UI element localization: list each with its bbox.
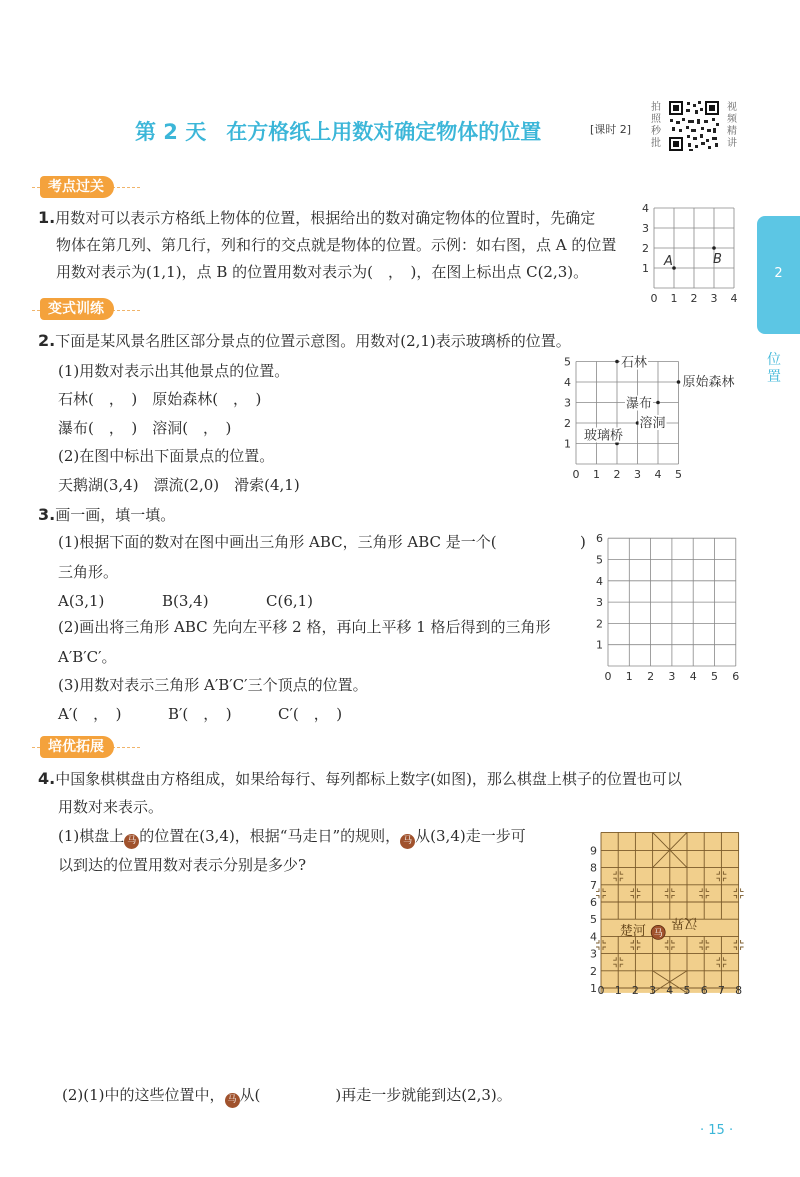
point-label: 瀑布 bbox=[626, 396, 653, 412]
y-tick-label: 1 bbox=[642, 262, 649, 275]
x-tick-label: 0 bbox=[572, 468, 580, 481]
y-tick-label: 5 bbox=[590, 913, 597, 927]
point-marker bbox=[615, 360, 619, 364]
horse-piece-char: 马 bbox=[653, 928, 663, 939]
y-tick-label: 2 bbox=[564, 417, 571, 430]
q3-grid-chart bbox=[590, 526, 750, 686]
x-tick-label: 3 bbox=[668, 670, 676, 683]
river-label-left: 楚河 bbox=[619, 924, 646, 940]
q1-line-1: 1.用数对可以表示方格纸上物体的位置，根据给出的数对确定物体的位置时，先确定 bbox=[38, 208, 596, 227]
q3-intro: 3.画一画，填一填。 bbox=[38, 505, 176, 524]
section-tag-bianshi: 变式训练 bbox=[40, 298, 114, 320]
point-label: A bbox=[664, 254, 673, 269]
x-tick-label: 5 bbox=[711, 670, 718, 683]
q4-part1b: 以到达的位置用数对表示分别是多少? bbox=[58, 856, 307, 874]
x-tick-label: 2 bbox=[690, 292, 698, 305]
x-tick-label: 0 bbox=[597, 984, 605, 997]
y-tick-label: 2 bbox=[642, 242, 649, 255]
q3-coord-b: B(3,4) bbox=[162, 592, 209, 610]
q4-line-1: 4.中国象棋棋盘由方格组成，如果给每行、每列都标上数字(如图)，那么棋盘上棋子的位置也可以 bbox=[38, 769, 682, 788]
y-tick-label: 2 bbox=[590, 964, 597, 978]
x-tick-label: 6 bbox=[732, 670, 740, 683]
x-tick-label: 1 bbox=[593, 468, 600, 481]
q3-part2a: (2)画出将三角形 ABC 先向左平移 2 格，再向上平移 1 格后得到的三角形 bbox=[58, 618, 551, 636]
q3-coord-a: A(3,1) bbox=[58, 592, 105, 610]
x-tick-label: 1 bbox=[625, 670, 633, 683]
x-tick-label: 4 bbox=[689, 670, 697, 683]
lesson-tag: [课时 2] bbox=[590, 123, 632, 136]
qr-caption-right: 视 频 精 讲 bbox=[727, 102, 737, 149]
x-tick-label: 3 bbox=[634, 468, 641, 481]
day-label: 第 2 天 bbox=[135, 120, 207, 144]
q2-spot-list: 天鹅湖(3,4) 漂流(2,0) 滑索(4,1) bbox=[58, 476, 300, 494]
y-tick-label: 9 bbox=[590, 844, 597, 858]
q3-part1b: 三角形。 bbox=[58, 563, 119, 581]
y-tick-label: 5 bbox=[596, 553, 603, 567]
point-marker bbox=[656, 401, 660, 405]
horse-piece-icon: 马 bbox=[225, 1093, 240, 1108]
river-label-right: 汉界 bbox=[671, 915, 698, 931]
y-tick-label: 2 bbox=[596, 617, 603, 631]
y-tick-label: 5 bbox=[564, 355, 571, 369]
x-tick-label: 8 bbox=[735, 984, 743, 997]
q2-scenic-chart bbox=[560, 354, 750, 484]
x-tick-label: 5 bbox=[675, 468, 682, 481]
y-tick-label: 6 bbox=[596, 532, 603, 546]
chapter-label: 位 置 bbox=[767, 352, 781, 385]
qr-caption-left: 拍 照 秒 批 bbox=[651, 102, 661, 149]
point-label: B bbox=[713, 252, 722, 267]
q2-intro: 2.下面是某风景名胜区部分景点的位置示意图。用数对(2,1)表示玻璃桥的位置。 bbox=[38, 331, 571, 350]
y-tick-label: 4 bbox=[596, 574, 603, 588]
q4-line-2: 用数对来表示。 bbox=[58, 798, 164, 816]
section-tag-kaodian: 考点过关 bbox=[40, 176, 114, 198]
x-tick-label: 2 bbox=[613, 468, 621, 481]
y-tick-label: 7 bbox=[590, 878, 597, 892]
y-tick-label: 3 bbox=[596, 596, 603, 610]
chapter-tab[interactable]: 2 bbox=[757, 216, 800, 334]
x-tick-label: 1 bbox=[614, 984, 622, 997]
x-tick-label: 5 bbox=[683, 984, 691, 997]
y-tick-label: 4 bbox=[642, 202, 649, 215]
x-tick-label: 4 bbox=[666, 984, 674, 997]
y-tick-label: 3 bbox=[590, 947, 597, 961]
y-tick-label: 3 bbox=[642, 222, 649, 235]
point-label: 原始森林 bbox=[682, 375, 735, 390]
y-tick-label: 1 bbox=[564, 437, 571, 451]
x-tick-label: 0 bbox=[604, 670, 612, 683]
y-tick-label: 4 bbox=[590, 930, 597, 944]
qr-code-icon[interactable] bbox=[667, 99, 721, 153]
q1-grid-chart bbox=[640, 202, 740, 306]
y-tick-label: 1 bbox=[596, 638, 603, 652]
point-label: 溶洞 bbox=[639, 416, 666, 431]
x-tick-label: 3 bbox=[710, 292, 718, 305]
x-tick-label: 4 bbox=[654, 468, 662, 481]
horse-piece-icon: 马 bbox=[124, 834, 139, 849]
q3-part2b: A′B′C′。 bbox=[58, 648, 117, 666]
point-marker bbox=[677, 380, 681, 384]
q4-chessboard bbox=[585, 820, 745, 1000]
q3-part1-paren: ) bbox=[580, 533, 586, 551]
x-tick-label: 0 bbox=[650, 292, 658, 305]
title-text: 在方格纸上用数对确定物体的位置 bbox=[226, 120, 542, 144]
q3-answer-b: B′( ， ) bbox=[168, 705, 232, 723]
q2-part2: (2)在图中标出下面景点的位置。 bbox=[58, 447, 275, 465]
x-tick-label: 3 bbox=[649, 984, 657, 997]
x-tick-label: 7 bbox=[717, 984, 725, 997]
y-tick-label: 3 bbox=[564, 396, 571, 410]
y-tick-label: 8 bbox=[590, 861, 597, 875]
page-number: · 15 · bbox=[700, 1123, 734, 1138]
y-tick-label: 4 bbox=[564, 376, 571, 389]
x-tick-label: 2 bbox=[647, 670, 655, 683]
q3-answer-a: A′( ， ) bbox=[58, 705, 122, 723]
y-tick-label: 1 bbox=[590, 982, 597, 995]
x-tick-label: 4 bbox=[730, 292, 738, 305]
horse-piece-icon: 马 bbox=[400, 834, 415, 849]
section-tag-peiyou: 培优拓展 bbox=[40, 736, 114, 758]
x-tick-label: 6 bbox=[700, 984, 708, 997]
y-tick-label: 6 bbox=[590, 896, 597, 909]
q3-part1a: (1)根据下面的数对在图中画出三角形 ABC，三角形 ABC 是一个( bbox=[58, 533, 497, 551]
q2-part1: (1)用数对表示出其他景点的位置。 bbox=[58, 362, 290, 380]
q2-blanks-row2: 瀑布( ， ) 溶洞( ， ) bbox=[58, 419, 232, 437]
q1-line-2: 物体在第几列、第几行，列和行的交点就是物体的位置。示例：如右图，点 A 的位置 bbox=[56, 236, 617, 254]
q3-part3: (3)用数对表示三角形 A′B′C′三个顶点的位置。 bbox=[58, 676, 368, 694]
page-title bbox=[135, 116, 541, 146]
q4-part2: (2)(1)中的这些位置中， 马 从( )再走一步就能到达(2,3)。 bbox=[62, 1085, 512, 1108]
x-tick-label: 2 bbox=[631, 984, 639, 997]
q3-coord-c: C(6,1) bbox=[266, 592, 314, 610]
q2-blanks-row1: 石林( ， ) 原始森林( ， ) bbox=[58, 390, 262, 408]
q4-part1a: (1)棋盘上 马 的位置在(3,4)，根据“马走日”的规则， 马 从(3,4)走一步可 bbox=[58, 826, 526, 849]
x-tick-label: 1 bbox=[670, 292, 678, 305]
q3-answer-c: C′( ， ) bbox=[278, 705, 343, 723]
q1-line-3: 用数对表示为(1,1)，点 B 的位置用数对表示为( ， )，在图上标出点 C(2,3)。 bbox=[56, 263, 589, 281]
point-label: 玻璃桥 bbox=[584, 428, 624, 444]
point-B bbox=[712, 246, 716, 250]
point-label: 石林 bbox=[621, 355, 648, 371]
